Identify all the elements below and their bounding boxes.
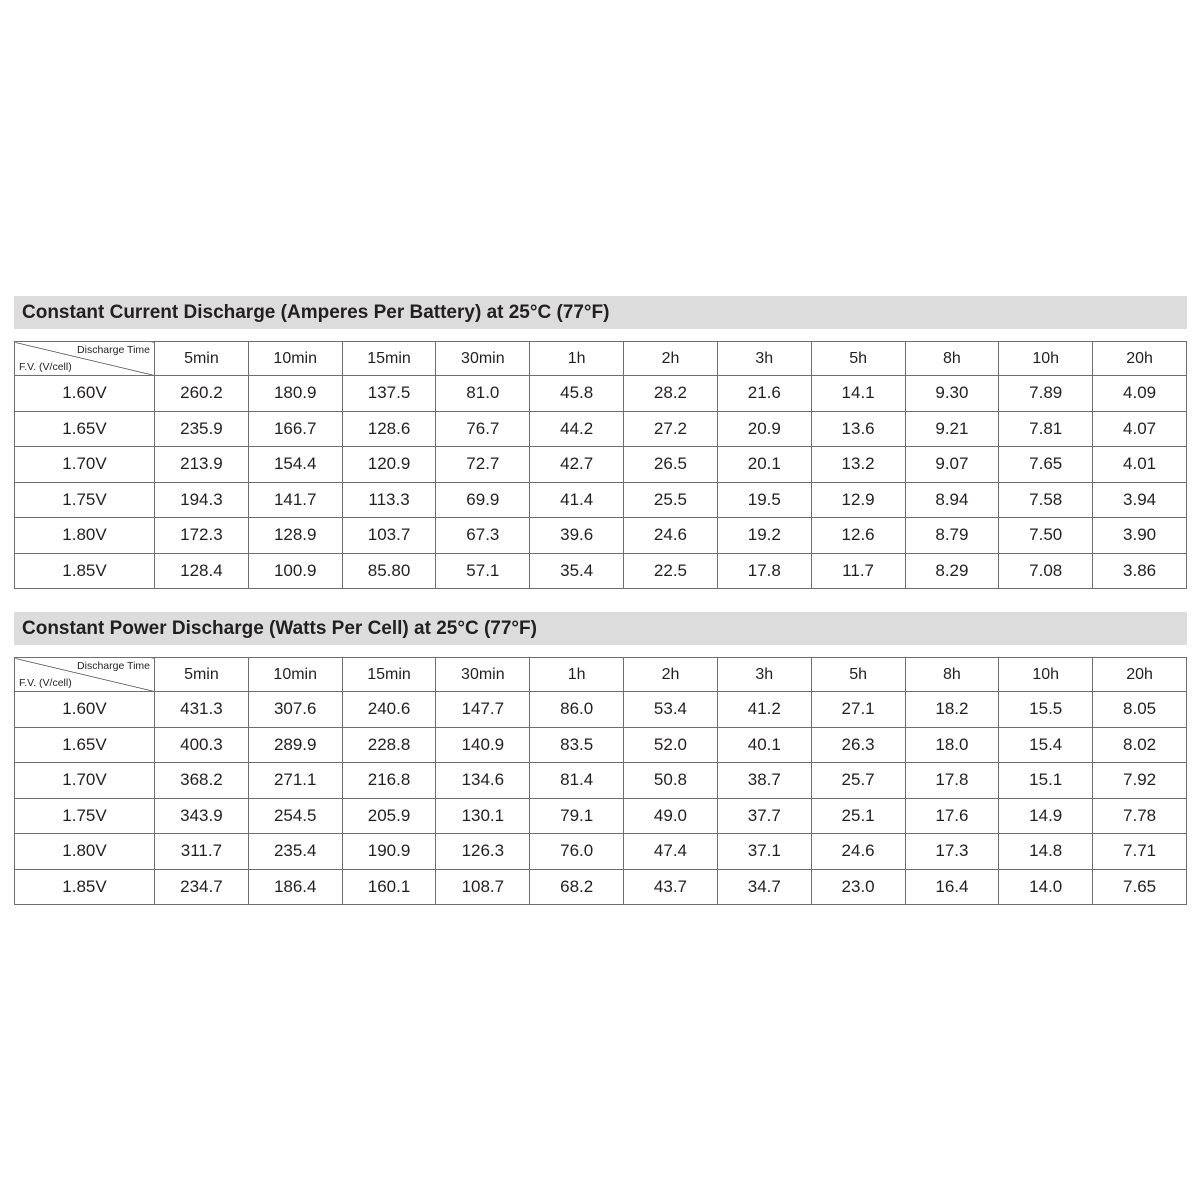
table-cell: 7.81 (999, 411, 1093, 447)
table-cell: 228.8 (342, 727, 436, 763)
table-cell: 38.7 (717, 763, 811, 799)
row-label: 1.85V (15, 553, 155, 589)
table-row (15, 376, 1187, 412)
table-cell: 67.3 (436, 518, 530, 554)
row-label: 1.65V (15, 727, 155, 763)
constant-power-title: Constant Power Discharge (Watts Per Cell) at 25°C (77°F) (14, 612, 1187, 645)
row-label: 1.80V (15, 518, 155, 554)
table-cell: 160.1 (342, 869, 436, 905)
table-cell: 130.1 (436, 798, 530, 834)
table-cell: 154.4 (248, 447, 342, 483)
row-label: 1.75V (15, 482, 155, 518)
table-cell: 14.9 (999, 798, 1093, 834)
row-label: 1.85V (15, 869, 155, 905)
table-cell: 40.1 (717, 727, 811, 763)
table-cell: 22.5 (624, 553, 718, 589)
table-cell: 235.9 (155, 411, 249, 447)
column-header: 8h (905, 342, 999, 376)
table-cell: 86.0 (530, 692, 624, 728)
table-cell: 17.3 (905, 834, 999, 870)
table-cell: 343.9 (155, 798, 249, 834)
column-header: 1h (530, 342, 624, 376)
constant-current-section (14, 296, 1187, 589)
table-row (15, 692, 1187, 728)
table-cell: 205.9 (342, 798, 436, 834)
column-header: 15min (342, 342, 436, 376)
table-row (15, 869, 1187, 905)
table-cell: 7.89 (999, 376, 1093, 412)
row-label: 1.70V (15, 763, 155, 799)
column-header: 1h (530, 658, 624, 692)
table-cell: 14.0 (999, 869, 1093, 905)
column-header: 3h (717, 342, 811, 376)
row-label: 1.70V (15, 447, 155, 483)
column-header: 10min (248, 658, 342, 692)
table-cell: 260.2 (155, 376, 249, 412)
table-cell: 27.1 (811, 692, 905, 728)
table-cell: 44.2 (530, 411, 624, 447)
table-cell: 19.5 (717, 482, 811, 518)
column-header: 30min (436, 658, 530, 692)
table-cell: 126.3 (436, 834, 530, 870)
table-cell: 14.8 (999, 834, 1093, 870)
table-cell: 186.4 (248, 869, 342, 905)
table-cell: 3.90 (1093, 518, 1187, 554)
table-row (15, 727, 1187, 763)
table-cell: 13.6 (811, 411, 905, 447)
constant-current-table (14, 341, 1187, 589)
table-cell: 431.3 (155, 692, 249, 728)
table-cell: 213.9 (155, 447, 249, 483)
table-cell: 81.4 (530, 763, 624, 799)
column-header: 20h (1093, 342, 1187, 376)
table-cell: 4.07 (1093, 411, 1187, 447)
table-cell: 15.4 (999, 727, 1093, 763)
column-header: 5h (811, 658, 905, 692)
table-cell: 8.29 (905, 553, 999, 589)
table-cell: 18.0 (905, 727, 999, 763)
table-cell: 35.4 (530, 553, 624, 589)
table-cell: 81.0 (436, 376, 530, 412)
table-cell: 11.7 (811, 553, 905, 589)
table-cell: 180.9 (248, 376, 342, 412)
column-header: 10min (248, 342, 342, 376)
table-cell: 15.5 (999, 692, 1093, 728)
constant-power-table (14, 657, 1187, 905)
table-cell: 20.1 (717, 447, 811, 483)
table-cell: 27.2 (624, 411, 718, 447)
row-label: 1.80V (15, 834, 155, 870)
table-cell: 85.80 (342, 553, 436, 589)
table-cell: 7.92 (1093, 763, 1187, 799)
table-cell: 24.6 (624, 518, 718, 554)
column-header: 10h (999, 342, 1093, 376)
table-cell: 216.8 (342, 763, 436, 799)
table-cell: 307.6 (248, 692, 342, 728)
column-header: 5min (155, 342, 249, 376)
table-cell: 190.9 (342, 834, 436, 870)
table-cell: 4.09 (1093, 376, 1187, 412)
table-cell: 108.7 (436, 869, 530, 905)
table-row (15, 763, 1187, 799)
table-cell: 128.4 (155, 553, 249, 589)
table-cell: 49.0 (624, 798, 718, 834)
table-cell: 137.5 (342, 376, 436, 412)
table-cell: 25.7 (811, 763, 905, 799)
table-cell: 17.8 (905, 763, 999, 799)
column-header: 20h (1093, 658, 1187, 692)
table-cell: 68.2 (530, 869, 624, 905)
column-header: 5min (155, 658, 249, 692)
table-cell: 47.4 (624, 834, 718, 870)
table-cell: 234.7 (155, 869, 249, 905)
table-row (15, 834, 1187, 870)
table-cell: 13.2 (811, 447, 905, 483)
table-cell: 23.0 (811, 869, 905, 905)
table-cell: 3.86 (1093, 553, 1187, 589)
column-header: 2h (624, 342, 718, 376)
table-row (15, 411, 1187, 447)
table-cell: 141.7 (248, 482, 342, 518)
table-cell: 21.6 (717, 376, 811, 412)
final-voltage-label: F.V. (V/cell) (19, 677, 72, 689)
table-cell: 12.6 (811, 518, 905, 554)
table-cell: 7.08 (999, 553, 1093, 589)
table-cell: 25.5 (624, 482, 718, 518)
table-cell: 20.9 (717, 411, 811, 447)
table-cell: 254.5 (248, 798, 342, 834)
table-cell: 311.7 (155, 834, 249, 870)
table-cell: 128.9 (248, 518, 342, 554)
table-cell: 24.6 (811, 834, 905, 870)
discharge-time-label: Discharge Time (77, 660, 150, 672)
table-cell: 166.7 (248, 411, 342, 447)
table-cell: 41.4 (530, 482, 624, 518)
table-cell: 134.6 (436, 763, 530, 799)
table-cell: 45.8 (530, 376, 624, 412)
table-cell: 26.5 (624, 447, 718, 483)
column-header: 10h (999, 658, 1093, 692)
table-cell: 100.9 (248, 553, 342, 589)
row-label: 1.75V (15, 798, 155, 834)
table-cell: 15.1 (999, 763, 1093, 799)
table-cell: 43.7 (624, 869, 718, 905)
table-cell: 120.9 (342, 447, 436, 483)
table-cell: 34.7 (717, 869, 811, 905)
table-cell: 72.7 (436, 447, 530, 483)
corner-header-cell (15, 658, 155, 692)
table-cell: 140.9 (436, 727, 530, 763)
row-label: 1.65V (15, 411, 155, 447)
table-cell: 42.7 (530, 447, 624, 483)
table-cell: 400.3 (155, 727, 249, 763)
table-cell: 240.6 (342, 692, 436, 728)
table-cell: 53.4 (624, 692, 718, 728)
table-cell: 17.8 (717, 553, 811, 589)
column-header: 15min (342, 658, 436, 692)
table-cell: 76.7 (436, 411, 530, 447)
table-cell: 7.50 (999, 518, 1093, 554)
table-cell: 368.2 (155, 763, 249, 799)
table-row (15, 553, 1187, 589)
table-cell: 76.0 (530, 834, 624, 870)
table-cell: 9.30 (905, 376, 999, 412)
discharge-time-label: Discharge Time (77, 344, 150, 356)
corner-header-cell (15, 342, 155, 376)
table-cell: 50.8 (624, 763, 718, 799)
table-cell: 37.7 (717, 798, 811, 834)
table-cell: 3.94 (1093, 482, 1187, 518)
table-cell: 69.9 (436, 482, 530, 518)
column-header: 2h (624, 658, 718, 692)
table-cell: 41.2 (717, 692, 811, 728)
table-cell: 19.2 (717, 518, 811, 554)
table-cell: 128.6 (342, 411, 436, 447)
row-label: 1.60V (15, 376, 155, 412)
column-header: 30min (436, 342, 530, 376)
table-cell: 7.65 (1093, 869, 1187, 905)
table-cell: 8.94 (905, 482, 999, 518)
table-row (15, 482, 1187, 518)
table-cell: 18.2 (905, 692, 999, 728)
table-cell: 37.1 (717, 834, 811, 870)
table-cell: 17.6 (905, 798, 999, 834)
constant-power-section (14, 612, 1187, 905)
final-voltage-label: F.V. (V/cell) (19, 361, 72, 373)
table-cell: 26.3 (811, 727, 905, 763)
table-cell: 79.1 (530, 798, 624, 834)
table-cell: 4.01 (1093, 447, 1187, 483)
header-row (15, 658, 1187, 692)
header-row (15, 342, 1187, 376)
table-cell: 7.58 (999, 482, 1093, 518)
table-cell: 235.4 (248, 834, 342, 870)
table-cell: 147.7 (436, 692, 530, 728)
table-cell: 7.78 (1093, 798, 1187, 834)
column-header: 5h (811, 342, 905, 376)
table-cell: 52.0 (624, 727, 718, 763)
table-cell: 57.1 (436, 553, 530, 589)
row-label: 1.60V (15, 692, 155, 728)
table-cell: 16.4 (905, 869, 999, 905)
column-header: 3h (717, 658, 811, 692)
table-cell: 9.21 (905, 411, 999, 447)
table-cell: 8.02 (1093, 727, 1187, 763)
column-header: 8h (905, 658, 999, 692)
table-cell: 7.65 (999, 447, 1093, 483)
table-cell: 7.71 (1093, 834, 1187, 870)
table-cell: 12.9 (811, 482, 905, 518)
table-row (15, 798, 1187, 834)
table-cell: 113.3 (342, 482, 436, 518)
table-cell: 271.1 (248, 763, 342, 799)
table-cell: 83.5 (530, 727, 624, 763)
table-cell: 8.05 (1093, 692, 1187, 728)
table-cell: 8.79 (905, 518, 999, 554)
table-cell: 172.3 (155, 518, 249, 554)
table-cell: 194.3 (155, 482, 249, 518)
table-cell: 103.7 (342, 518, 436, 554)
table-cell: 14.1 (811, 376, 905, 412)
table-cell: 28.2 (624, 376, 718, 412)
table-cell: 289.9 (248, 727, 342, 763)
constant-current-title: Constant Current Discharge (Amperes Per Battery) at 25°C (77°F) (14, 296, 1187, 329)
table-cell: 9.07 (905, 447, 999, 483)
table-row (15, 447, 1187, 483)
table-cell: 25.1 (811, 798, 905, 834)
table-cell: 39.6 (530, 518, 624, 554)
table-row (15, 518, 1187, 554)
